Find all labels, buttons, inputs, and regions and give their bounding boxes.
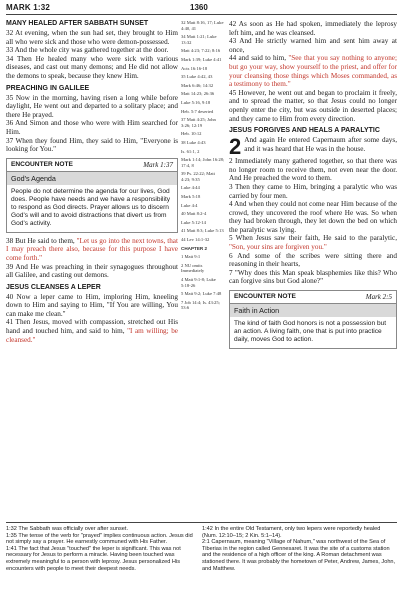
section-heading: PREACHING IN GALILEE xyxy=(6,84,90,92)
cross-reference: Luke 5:16, 9:18 xyxy=(181,99,211,105)
cross-reference: Mark 6:46; 14:32 xyxy=(181,82,214,88)
verse-2-3: 3 Then they came to Him, bringing a paralytic who was carried by four men. xyxy=(229,182,397,200)
verse-33: 33 And the whole city was gathered together at the door. xyxy=(6,46,169,55)
verse-37: 37 When they found Him, they said to Him, "Everyone is looking for You." xyxy=(6,136,178,154)
words-of-jesus: "See that you say nothing to anyone; but go your way, show yourself to the priest, and offer for your cleansing those things which Moses commanded, as a testimony to them." xyxy=(229,54,397,89)
words-of-jesus: "Let us go into the next towns, that I may preach there also, because for this purpose I have come forth." xyxy=(6,236,178,262)
cross-reference: Luke 4:4 xyxy=(181,202,198,208)
verse-2-6: 6 And some of the scribes were sitting there and reasoning in their hearts, xyxy=(229,251,397,269)
encounter-note xyxy=(229,290,397,349)
cross-reference: 44 Lev 14:1-32 xyxy=(181,237,210,243)
cross-reference: 41 Matt 8:3; Luke 5:13 xyxy=(181,228,224,234)
verse-45: 45 However, he went out and began to proclaim it freely, and to spread the matter, so that Jesus could no longer openly enter the city, but was outside in deserted places; and they came to Him from every direction. xyxy=(229,88,397,123)
verse-2-2: 2 Immediately many gathered together, so that there was no longer room to receive them, not even near the door. And He preached the word to them. xyxy=(229,157,397,183)
cross-reference: Matt 4:23; 7:22; 8:16 xyxy=(181,48,221,54)
note-body: The kind of faith God honors is not a possession but an action. A living faith, one that is put into practice daily, moves God to action. xyxy=(234,320,387,344)
verse-41: 41 Then Jesus, moved with compassion, stretched out His hand and touched him, and said to him, "I am willing; be cleansed." xyxy=(6,318,178,344)
page-number: 1360 xyxy=(190,3,208,12)
cross-reference: Mark 1:39; Luke 4:41 xyxy=(181,56,222,62)
cross-reference: 7 Job 14:4; Is. 43:25; 53:6 xyxy=(181,299,220,311)
note-reference: Mark 1:37 xyxy=(143,160,173,169)
cross-reference: 32 Matt 8:16, 17; Luke 4:40, 41 xyxy=(181,20,224,31)
verse-2-7: 7 "Why does this Man speak blasphemies like this? Who can forgive sins but God alone?" xyxy=(229,268,397,286)
chapter-number: 2 xyxy=(229,134,242,160)
cross-reference: 34 Matt 1:21; Luke 13:32 xyxy=(181,34,217,45)
header-rule xyxy=(6,14,397,15)
footnote: 1:41 The fact that Jesus "touched" the leper is significant. This was not necessary for Jesus to perform a miracle. Having been touched was extremely meaningful to a person with leprosy. Jesus personalized His encounters with people to meet their deepest needs. xyxy=(6,545,181,572)
note-header xyxy=(7,159,177,172)
note-body: People do not determine the agenda for our lives, God does. People have needs and we have a responsibility to respond as God directs. Prayer allows us to discern God's will and to avoid distractions that divert us from God's activity. xyxy=(11,187,171,227)
chapter-label: CHAPTER 2 xyxy=(181,245,208,251)
left-column xyxy=(6,20,178,344)
note-reference: Mark 2:5 xyxy=(365,293,392,302)
words-of-jesus: "I am willing; be cleansed." xyxy=(6,327,178,344)
verse-34: 34 Then He healed many who were sick with various diseases, and cast out many demons; and He did not allow the demons to speak, because they knew Him. xyxy=(6,54,178,80)
section-heading: MANY HEALED AFTER SABBATH SUNSET xyxy=(6,20,149,27)
verse-35: 35 Now in the morning, having risen a long while before daylight, He went out and departed to a solitary place; and there He prayed. xyxy=(6,93,178,119)
cross-reference: 39 Ps. 22:22; Matt 4:23; 9:35 xyxy=(181,171,215,182)
encounter-note xyxy=(6,158,178,233)
cross-reference: 2 NU omits Immediately xyxy=(181,262,205,274)
verse-40: 40 Now a leper came to Him, imploring Him, kneeling down to Him and saying to Him, "If You are willing, You can make me clean." xyxy=(6,292,178,318)
note-label: ENCOUNTER NOTE xyxy=(11,160,73,168)
verse-2-4: 4 And when they could not come near Him because of the crowd, they uncovered the roof where He was. So when they had broken through, they let down the bed on which the paralytic was lying. xyxy=(229,200,397,234)
cross-reference: 5 Matt 9:2; Luke 7:48 xyxy=(181,291,222,297)
cross-reference: 38 Luke 4:43 xyxy=(181,139,206,145)
cross-reference: Acts 16:16-18 xyxy=(181,65,208,71)
section-heading: JESUS FORGIVES AND HEALS A PARALYTIC xyxy=(229,127,380,135)
cross-reference: Luke 5:12-14 xyxy=(181,219,206,225)
verse-42: 42 As soon as He had spoken, immediately the leprosy left him, and he was cleansed. xyxy=(229,20,397,37)
cross-reference: 4 Matt 9:1-8; Luke 5:18-26 xyxy=(181,277,216,288)
verse-32: 32 At evening, when the sun had set, they brought to Him all who were sick and those who were demon-possessed. xyxy=(6,29,178,46)
cross-reference: Luke 4:44 xyxy=(181,185,200,191)
verse-2-1: 2 And again He entered Capernaum after some days, and it was heard that He was in the house. xyxy=(229,134,397,160)
note-header xyxy=(230,291,396,304)
footnote: 2:1 Capernaum, meaning "Village of Nahum," was northwest of the Sea of Tiberias in the region called Gennesaret. It was the site of a customs station and the residence of a high officer of the king. A Roman detachment was stationed there. It was probably the hometown of Peter, Andrew, James, John, and Matthew. xyxy=(202,539,396,572)
cross-reference: Mark 5:18 xyxy=(181,194,201,200)
cross-reference: Mark 1:14; John 16:28; 17:4, 8 xyxy=(181,157,225,168)
cross-reference: Heb. 5:7 deserted xyxy=(181,108,214,114)
verse-39: 39 And He was preaching in their synagogues throughout all Galilee, and casting out demons. xyxy=(6,262,178,280)
words-of-jesus: "Son, your sins are forgiven you." xyxy=(229,243,327,252)
note-title: God's Agenda xyxy=(7,172,177,185)
verse-2-5: 5 When Jesus saw their faith, He said to the paralytic, "Son, your sins are forgiven you." xyxy=(229,234,397,252)
cross-reference: 40 Matt 8:2-4 xyxy=(181,211,207,217)
footnote: 1:42 In the entire Old Testament, only two lepers were reportedly healed (Num. 12:10–15; 2 Kin. 5:1–14). xyxy=(202,526,381,539)
cross-reference: 1 Matt 9:1 xyxy=(181,254,201,260)
footnotes-right xyxy=(202,526,397,572)
running-head: MARK 1:32 xyxy=(6,3,51,12)
cross-reference: Is. 61:1, 2 xyxy=(181,148,200,154)
footnote: 1:35 The tense of the verb for "prayed" implies continuous action. Jesus did not simply say a prayer. He earnestly communed with His Father. xyxy=(6,532,193,546)
right-column xyxy=(229,20,397,353)
footnote-rule xyxy=(6,522,397,523)
verse-36: 36 And Simon and those who were with Him searched for Him. xyxy=(6,119,178,136)
cross-reference-column xyxy=(181,20,225,314)
verse-38: 38 But He said to them, "Let us go into the next towns, that I may preach there also, because for this purpose I have come forth." xyxy=(6,236,178,262)
footnotes-left xyxy=(6,526,196,572)
cross-reference: 37 Matt 4:25; John 3:26; 12:19 xyxy=(181,117,216,128)
note-title: Faith in Action xyxy=(230,304,396,317)
verse-44: 44 and said to him, "See that you say nothing to anyone; but go your way, show yourself to the priest, and offer for your cleansing those things which Moses commanded, as a testimony to them." xyxy=(229,54,397,89)
footnote: 1:32 The Sabbath was officially over after sunset. xyxy=(6,526,128,532)
cross-reference: 35 Luke 4:42, 43 xyxy=(181,74,213,80)
note-label: ENCOUNTER NOTE xyxy=(234,293,296,301)
cross-reference: Heb. 10:12 xyxy=(181,131,202,137)
cross-reference: Matt 14:23; 26:36 xyxy=(181,91,215,97)
section-heading: JESUS CLEANSES A LEPER xyxy=(6,283,101,291)
verse-43: 43 And He strictly warned him and sent him away at once, xyxy=(229,37,397,54)
